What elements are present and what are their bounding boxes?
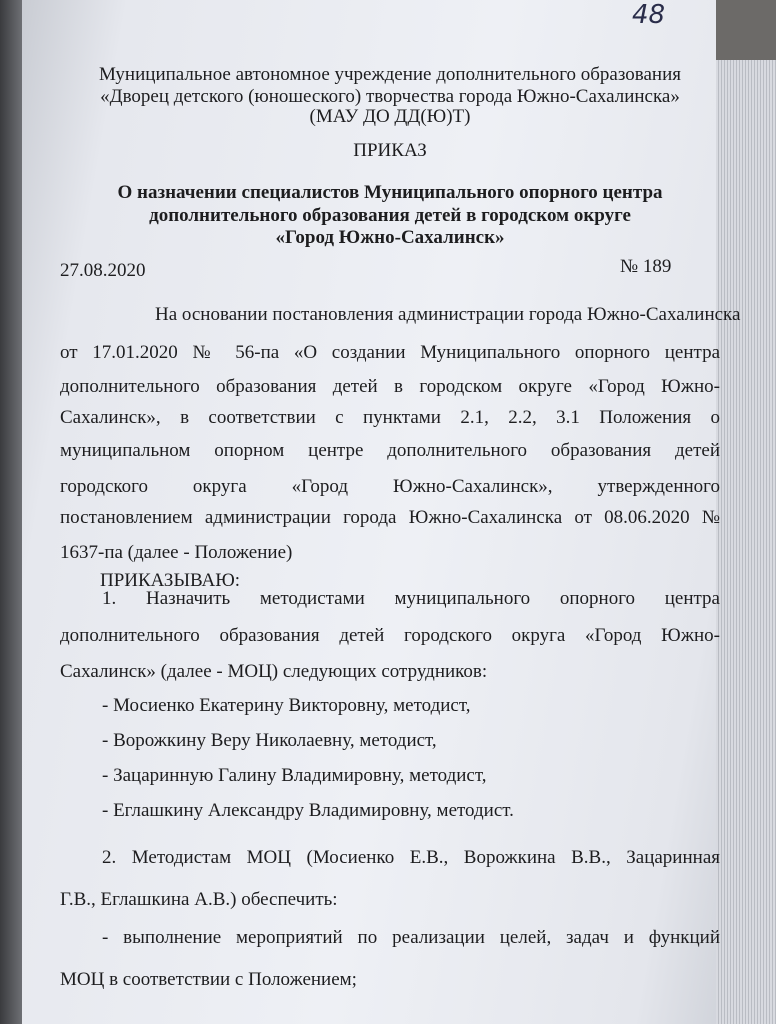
- preamble-line: постановлением администрации города Южно-Сахалинска от 08.06.2020 №: [60, 507, 720, 528]
- item-2-line: МОЦ в соответствии с Положением;: [60, 969, 357, 990]
- page-stack-edge: [716, 0, 776, 1024]
- staff-item: - Зацаринную Галину Владимировну, методист,: [102, 765, 487, 786]
- staff-item: - Еглашкину Александру Владимировну, методист.: [102, 800, 514, 821]
- preamble-line: муниципальном опорном центре дополнительного образования детей: [60, 440, 720, 461]
- item-2-line: 2. Методистам МОЦ (Мосиенко Е.В., Ворожкина В.В., Зацаринная: [102, 847, 720, 868]
- org-abbreviation: (МАУ ДО ДД(Ю)Т): [309, 106, 471, 127]
- background: [716, 0, 776, 60]
- staff-item: - Мосиенко Екатерину Викторовну, методист,: [102, 695, 471, 716]
- title-line-2: дополнительного образования детей в городском округе: [149, 205, 631, 226]
- document-type: ПРИКАЗ: [353, 140, 427, 161]
- org-name-line-2: «Дворец детского (юношеского) творчества города Южно-Сахалинска»: [100, 86, 680, 107]
- item-1-line: Сахалинск» (далее - МОЦ) следующих сотрудников:: [60, 661, 488, 682]
- item-2-line: Г.В., Еглашкина А.В.) обеспечить:: [60, 889, 338, 910]
- staff-item: - Ворожкину Веру Николаевну, методист,: [102, 730, 437, 751]
- item-2-line: - выполнение мероприятий по реализации целей, задач и функций: [102, 927, 720, 948]
- order-number: № 189: [620, 256, 672, 277]
- preamble-line: 1637-па (далее - Положение): [60, 542, 293, 563]
- title-line-3: «Город Южно-Сахалинск»: [275, 227, 505, 248]
- preamble-line: Сахалинск», в соответствии с пунктами 2.1, 2.2, 3.1 Положения о: [60, 407, 720, 428]
- item-1-line: 1. Назначить методистами муниципального опорного центра: [102, 588, 720, 609]
- preamble-line: На основании постановления администрации города Южно-Сахалинска: [155, 304, 741, 325]
- item-1-line: дополнительного образования детей городского округа «Город Южно-: [60, 625, 720, 646]
- preamble-line: городского округа «Город Южно-Сахалинск», утвержденного: [60, 476, 720, 497]
- order-word: ПРИКАЗЫВАЮ:: [100, 570, 241, 591]
- org-name-line-1: Муниципальное автономное учреждение дополнительного образования: [99, 64, 681, 85]
- handwritten-page-number: 48: [632, 0, 666, 30]
- preamble-line: от 17.01.2020 № 56-па «О создании Муниципального опорного центра: [60, 342, 720, 363]
- title-line-1: О назначении специалистов Муниципального опорного центра: [117, 182, 663, 203]
- preamble-line: дополнительного образования детей в городском округе «Город Южно-: [60, 376, 720, 397]
- order-date: 27.08.2020: [60, 260, 146, 281]
